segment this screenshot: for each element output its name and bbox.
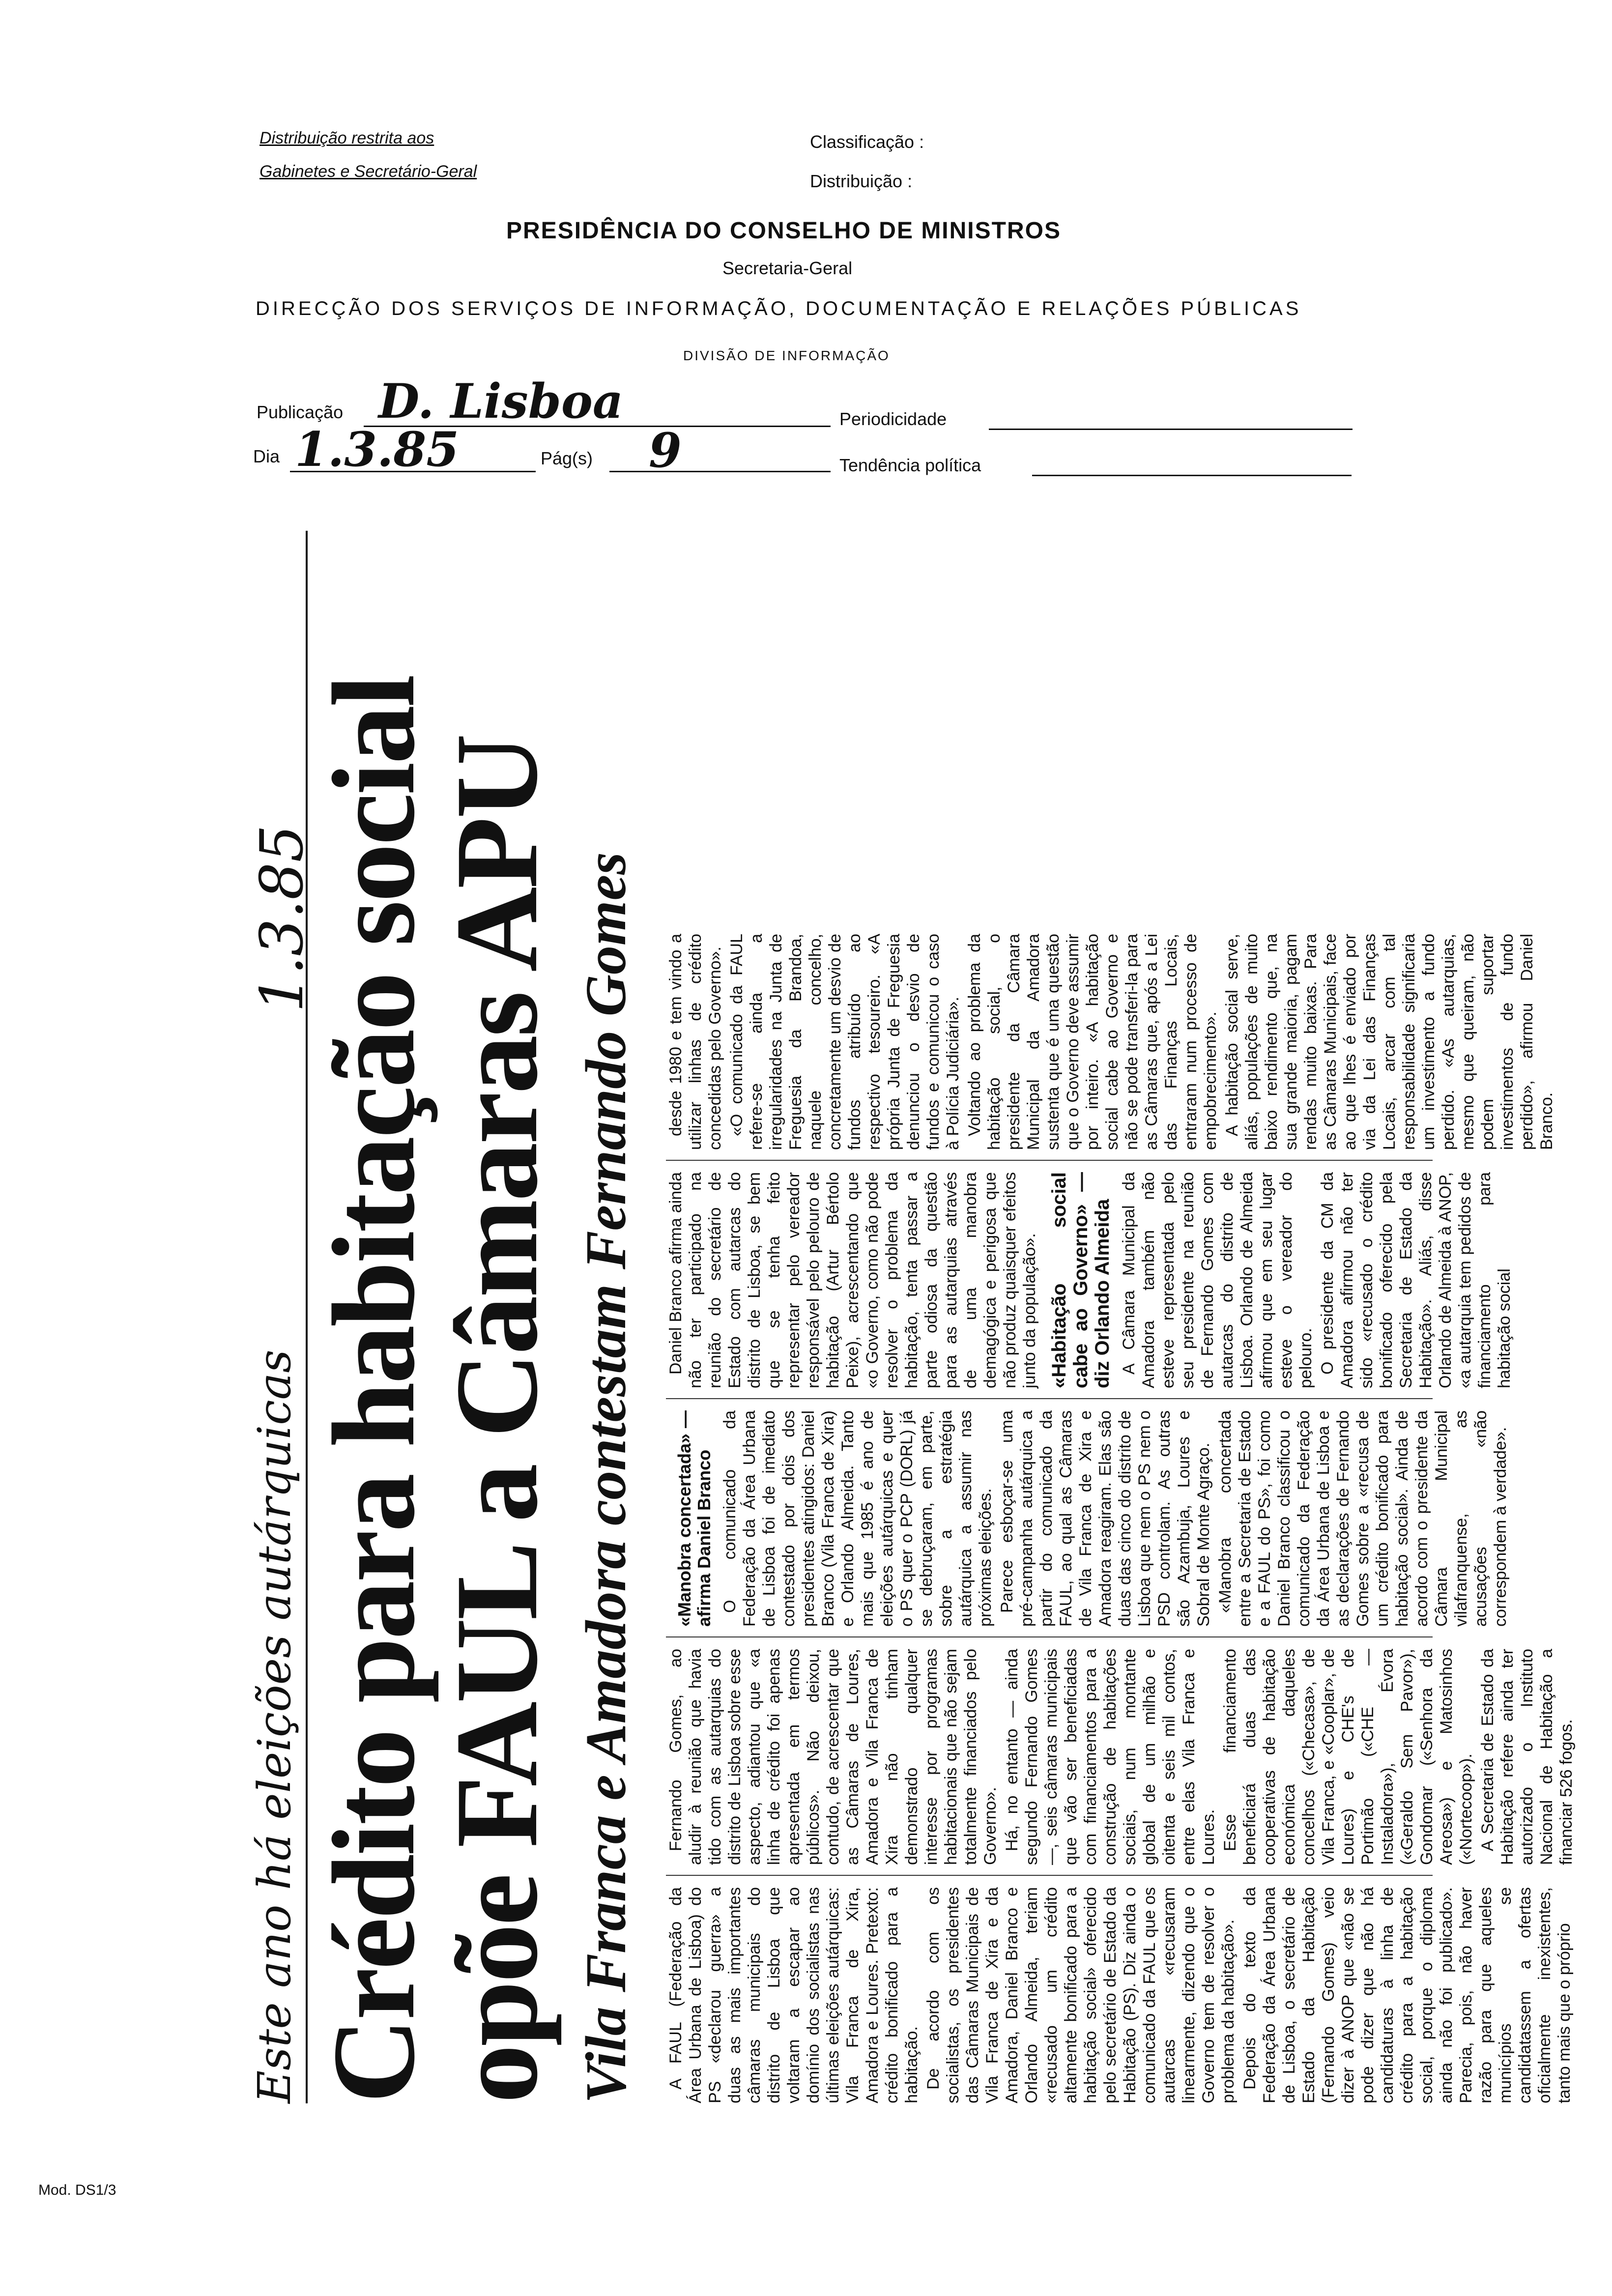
column-paragraph: Voltando ao problema da habitação social, o presidente da Câmara Municipal da Amadora sustenta que é uma questão que o Governo deve assumir por inteiro. «A habitação social cabe ao Governo e não se pode transferi-la para as Câmaras que, após a Lei das Finanças Locais, entraram num processo de empobrecimento». (965, 934, 1220, 1150)
dia-value: 1.3.85 (295, 422, 460, 477)
column-paragraph: A habitação social serve, aliás, populações de muito baixo rendimento que, na sua grande maioria, pagam rendas muito baixas. Para as Câmaras Municipais, face ao que lhes é enviado por via da Lei das Finanças Locais, arcar com tal responsabilidade significaria um investimento a fundo perdido. «As autarquias, mesmo que queiram, não podem suportar investimentos de fundo perdido», afirmou Daniel Branco. (1223, 934, 1556, 1150)
article-column-2 (666, 1649, 1578, 1865)
column-paragraph: De acordo com os socialistas, os presidentes das Câmaras Municipais de Vila Franca de Xira e da Amadora, Daniel Branco e Orlando Almeida, teriam «recusado um crédito altamente bonificado para a habitação social» oferecido pelo secretário de Estado da Habitação (PS). Diz ainda o comunicado da FAUL que os autarcas «recusaram linearmente, dizendo que o Governo tem de resolver o problema da habitação». (924, 1887, 1238, 2103)
column-paragraph: O presidente da CM da Amadora afirmou não ter sido «recusado o crédito bonificado oferecido pela Secretaria de Estado da Habitação». Aliás, disse Orlando de Almeida à ANOP, «a autarquia tem pedidos de financiamento para habitação social (1318, 1172, 1514, 1388)
tendencia-line (1032, 475, 1352, 476)
column-paragraph: A Secretaria de Estado da Habitação refere ainda ter autorizado o Instituto Nacional de Habitação a financiar 526 fogos. (1478, 1649, 1576, 1865)
column-paragraph: Daniel Branco afirma ainda não ter participado na reunião do secretário de Estado com autarcas do distrito de Lisboa, se bem que se tenha feito representar pelo vereador responsável pelo pelouro de habitação (Artur Bértolo Peixe), acrescentando que «o Governo, como não pode resolver o problema da habitação, tenta passar a parte odiosa da questão para as autarquias através de uma manobra demagógica e perigosa que não produz quaisquer efeitos junto da população». (666, 1172, 1039, 1388)
pags-value: 9 (649, 423, 682, 478)
divisao-informacao: DIVISÃO DE INFORMAÇÃO (683, 348, 890, 363)
column-paragraph: A FAUL (Federação da Área Urbana de Lisboa) do PS «declarou guerra» a duas as mais importantes câmaras municipais do distrito de Lisboa que voltaram a escapar ao domínio dos socialistas nas últimas eleições autárquicas: Vila Franca de Xira, Amadora e Loures. Pretexto: crédito bonificado para a habitação. (666, 1887, 921, 2103)
column-divider (666, 1160, 1433, 1161)
distribution-line-1: Distribuição restrita aos (259, 129, 434, 147)
column-paragraph: «Manobra concertada entre a Secretaria de Estado e a FAUL do PS», foi como Daniel Branco classificou o comunicado da Federação da Área Urbana de Lisboa e as declarações de Fernando Gomes sobre a «recusa de um crédito bonificado para habitação social». Ainda de acordo com o presidente da Câmara Municipal vilafranquense, as acusações «não correspondem à verdade». (1216, 1410, 1510, 1627)
distribution-line-2: Gabinetes e Secretário-Geral (259, 162, 477, 181)
clipping-kicker: Este ano há eleições autárquicas (248, 531, 308, 2103)
article-column-1 (666, 1887, 1576, 2103)
column-paragraph: Esse financiamento beneficiará duas das cooperativas de habitação económica daqueles concelhos («Checasa», de Vila Franca, e «Cooplar», de Loures) e CHE's de Portimão («CHE — Instaladora»), Évora («Geraldo Sem Pavor»), Gondomar («Senhora da Areosa») e Matosinhos («Nortecoop»). (1221, 1649, 1475, 1865)
classificacao-label: Classificação : (810, 132, 924, 152)
pags-line (609, 471, 831, 472)
dia-label: Dia (253, 446, 280, 466)
publicacao-value: D. Lisboa (378, 373, 624, 429)
periodicidade-label: Periodicidade (839, 409, 947, 429)
tendencia-label: Tendência política (839, 455, 981, 475)
article-column-5 (666, 934, 1558, 1150)
dia-line (290, 471, 536, 472)
column-paragraph: Depois do texto da Federação da Área Urbana de Lisboa, o secretário de Estado da Habitação (Fernando Gomes) veio dizer à ANOP que «não se pode dizer que não há candidaturas à linha de crédito para a habitação social, porque o diploma ainda não foi publicado». Parecia, pois, não haver razão para que aqueles municípios se candidatassem a ofertas oficialmente inexistentes, tanto mais que o próprio (1240, 1887, 1574, 2103)
pags-label: Pág(s) (541, 448, 593, 468)
subheading-manobra: «Manobra concertada» — afirma Daniel Branco (674, 1410, 714, 1627)
column-divider (666, 1875, 1433, 1876)
headline-line-1: Crédito para habitação social (308, 676, 439, 2103)
article-column-4 (666, 1172, 1516, 1388)
column-paragraph: Fernando Gomes, ao aludir à reunião que havia tido com as autarquias do distrito de Lisboa sobre esse aspecto, adiantou que «a linha de crédito foi apenas apresentada em termos públicos». Não deixou, contudo, de acrescentar que as Câmaras de Loures, Amadora e Vila Franca de Xira não tinham demonstrado qualquer interesse por programas habitacionais que não sejam totalmente financiados pelo Governo». (666, 1649, 1000, 1865)
clipping-headline (308, 482, 562, 2103)
newspaper-clipping (248, 482, 1576, 2103)
presidencia-title: PRESIDÊNCIA DO CONSELHO DE MINISTROS (506, 218, 1061, 244)
column-paragraph: O comunicado da Federação da Área Urbana de Lisboa foi de imediato contestado por dois dos presidentes atingidos: Daniel Branco (Vila Franca de Xira) e Orlando Almeida. Tanto mais que 1985 é ano de eleições autárquicas e quer o PS quer o PCP (DORL) já se debruçaram, em parte, sobre a estratégia autárquica a assumir nas próximas eleições. (720, 1410, 995, 1627)
article-column-3 (666, 1410, 1512, 1627)
column-paragraph: Parece esboçar-se uma pré-campanha autárquica a partir do comunicado da FAUL, ao qual as Câmaras de Vila Franca de Xira e Amadora reagiram. Elas são duas das cinco do distrito de Lisboa que nem o PS nem o PSD controlam. As outras são Azambuja, Loures e Sobral de Monte Agraço. (998, 1410, 1213, 1627)
direccao-servicos: DIRECÇÃO DOS SERVIÇOS DE INFORMAÇÃO, DOCUMENTAÇÃO E RELAÇÕES PÚBLICAS (256, 298, 1302, 319)
periodicidade-line (989, 429, 1353, 430)
secretaria-geral: Secretaria-Geral (722, 258, 853, 278)
column-paragraph: desde 1980 e tem vindo a utilizar linhas de crédito concedidas pelo Governo». (666, 934, 724, 1150)
handwritten-date-note: 1.3.85 (248, 825, 317, 1012)
column-paragraph: Há, no entanto — ainda segundo Fernando Gomes —, seis câmaras municipais que vão ser beneficiadas com financiamentos para a construção de habitações sociais, num montante global de um milhão e oitenta e seis mil contos, entre elas Vila Franca e Loures. (1003, 1649, 1218, 1865)
clipping-subhead: Vila Franca e Amadora contestam Fernando Gomes (574, 852, 638, 2103)
column-divider (666, 1636, 1433, 1637)
form-model-code: Mod. DS1/3 (38, 2182, 116, 2198)
subheading-habitacao: «Habitação social cabe ao Governo» — diz Orlando Almeida (1048, 1172, 1113, 1388)
column-divider (666, 1398, 1433, 1399)
article-columns (666, 482, 1576, 2103)
distribuicao-label: Distribuição : (810, 171, 913, 191)
column-paragraph: «O comunicado da FAUL refere-se ainda a irregularidades na Junta de Freguesia da Brandoa, naquele concelho, concretamente um desvio de fundos atribuído ao respectivo tesoureiro. «A própria Junta de Freguesia denunciou o desvio de fundos e comunicou o caso à Polícia Judiciária». (727, 934, 962, 1150)
publicacao-label: Publicação (257, 402, 344, 422)
headline-line-2: opõe FAUL a Câmaras APU (431, 735, 562, 2103)
column-paragraph: A Câmara Municipal da Amadora também não esteve representada pelo seu presidente na reunião de Fernando Gomes com autarcas do distrito de Lisboa. Orlando de Almeida afirmou que em seu lugar esteve o vereador do pelouro. (1120, 1172, 1315, 1388)
